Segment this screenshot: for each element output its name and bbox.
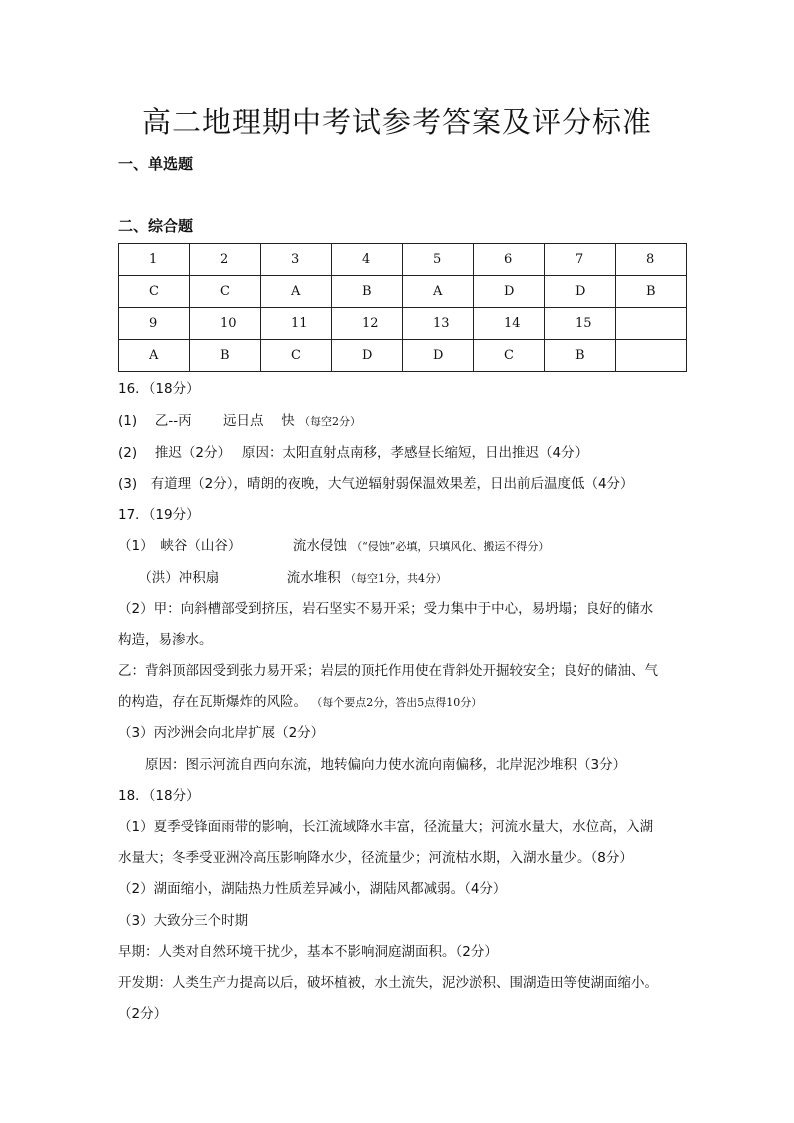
table-cell: 4 bbox=[332, 244, 403, 276]
q17-answer-1b-note: （每空1分，共4分） bbox=[345, 572, 448, 585]
table-cell: 14 bbox=[474, 308, 545, 340]
table-cell: 7 bbox=[545, 244, 616, 276]
q17-answer-1b-text: （洪）冲积扇 流水堆积 bbox=[118, 570, 341, 586]
table-cell bbox=[616, 308, 687, 340]
q16-answer-3: (3) 有道理（2分），晴朗的夜晚，大气逆辐射弱保温效果差，日出前后温度低（4分） bbox=[118, 476, 634, 492]
q16-answer-1-note: （每空2分） bbox=[299, 415, 362, 428]
table-row bbox=[119, 308, 687, 340]
q18-answer-3-early: 早期：人类对自然环境干扰少，基本不影响洞庭湖面积。（2分） bbox=[118, 944, 498, 960]
table-cell: C bbox=[190, 276, 261, 308]
q17-answer-2-line4-text: 的构造，存在瓦斯爆炸的风险。 bbox=[118, 694, 307, 710]
table-cell: 6 bbox=[474, 244, 545, 276]
q18-answer-3-score: （2分） bbox=[118, 1006, 168, 1022]
table-row bbox=[119, 244, 687, 276]
table-cell: C bbox=[474, 340, 545, 372]
q17-answer-3: （3）丙沙洲会向北岸扩展（2分） bbox=[118, 725, 325, 741]
q18-answer-3-development: 开发期：人类生产力提高以后，破坏植被，水土流失，泥沙淤积、围湖造田等使湖面缩小。 bbox=[118, 975, 658, 991]
q17-answer-2-line4 bbox=[118, 690, 482, 710]
table-cell: 10 bbox=[190, 308, 261, 340]
q16-answer-1-text: (1) 乙--丙 远日点 快 bbox=[118, 413, 295, 429]
table-cell: B bbox=[545, 340, 616, 372]
q17-answer-1a bbox=[118, 534, 549, 554]
table-cell: C bbox=[261, 340, 332, 372]
q16-answer-1 bbox=[118, 409, 361, 429]
q18-answer-1-line1: （1）夏季受锋面雨带的影响，长江流域降水丰富，径流量大；河流水量大，水位高，入湖 bbox=[118, 819, 654, 835]
q17-answer-3-reason: 原因：图示河流自西向东流，地转偏向力使水流向南偏移，北岸泥沙堆积（3分） bbox=[118, 757, 627, 773]
table-cell: A bbox=[119, 340, 190, 372]
table-cell: 8 bbox=[616, 244, 687, 276]
q18-answer-1-line2: 水量大；冬季受亚洲冷高压影响降水少，径流量少；河流枯水期，入湖水量少。（8分） bbox=[118, 850, 633, 866]
table-cell: 15 bbox=[545, 308, 616, 340]
table-row bbox=[119, 276, 687, 308]
q17-answer-1a-note: （“侵蚀”必填，只填风化、搬运不得分） bbox=[351, 540, 550, 553]
table-cell: 11 bbox=[261, 308, 332, 340]
table-cell: D bbox=[332, 340, 403, 372]
table-cell: 2 bbox=[190, 244, 261, 276]
table-cell: 9 bbox=[119, 308, 190, 340]
q18-answer-2: （2）湖面缩小，湖陆热力性质差异减小，湖陆风都减弱。（4分） bbox=[118, 881, 507, 897]
table-cell: A bbox=[403, 276, 474, 308]
q17-answer-1a-text: （1） 峡谷（山谷） 流水侵蚀 bbox=[118, 538, 347, 554]
q17-answer-2-line2: 构造，易渗水。 bbox=[118, 632, 213, 648]
q17-heading: 17．（19分） bbox=[118, 507, 200, 523]
table-cell: 5 bbox=[403, 244, 474, 276]
table-cell: D bbox=[474, 276, 545, 308]
q17-answer-2-note: （每个要点2分，答出5点得10分） bbox=[311, 696, 483, 709]
q16-heading: 16．（18分） bbox=[118, 381, 200, 397]
table-cell: D bbox=[545, 276, 616, 308]
table-cell: 13 bbox=[403, 308, 474, 340]
page-title: 高二地理期中考试参考答案及评分标准 bbox=[141, 105, 652, 139]
section-single-choice: 一、单选题 bbox=[118, 155, 194, 173]
section-comprehensive: 二、综合题 bbox=[118, 217, 194, 235]
table-row bbox=[119, 340, 687, 372]
q18-answer-3: （3）大致分三个时期 bbox=[118, 913, 249, 929]
q16-answer-2: (2) 推迟（2分） 原因：太阳直射点南移，孝感昼长缩短，日出推迟（4分） bbox=[118, 445, 589, 461]
q18-heading: 18．（18分） bbox=[118, 788, 200, 804]
table-cell: 1 bbox=[119, 244, 190, 276]
table-cell: 12 bbox=[332, 308, 403, 340]
q17-answer-2-line1: （2）甲：向斜槽部受到挤压，岩石坚实不易开采；受力集中于中心，易坍塌；良好的储水 bbox=[118, 601, 654, 617]
answer-table bbox=[118, 243, 687, 372]
table-cell: B bbox=[332, 276, 403, 308]
table-cell: B bbox=[616, 276, 687, 308]
table-cell: 3 bbox=[261, 244, 332, 276]
q17-answer-1b bbox=[118, 566, 447, 586]
table-cell bbox=[616, 340, 687, 372]
table-cell: A bbox=[261, 276, 332, 308]
table-cell: D bbox=[403, 340, 474, 372]
table-cell: B bbox=[190, 340, 261, 372]
q17-answer-2-line3: 乙：背斜顶部因受到张力易开采；岩层的顶托作用使在背斜处开掘较安全；良好的储油、气 bbox=[118, 663, 658, 679]
table-cell: C bbox=[119, 276, 190, 308]
